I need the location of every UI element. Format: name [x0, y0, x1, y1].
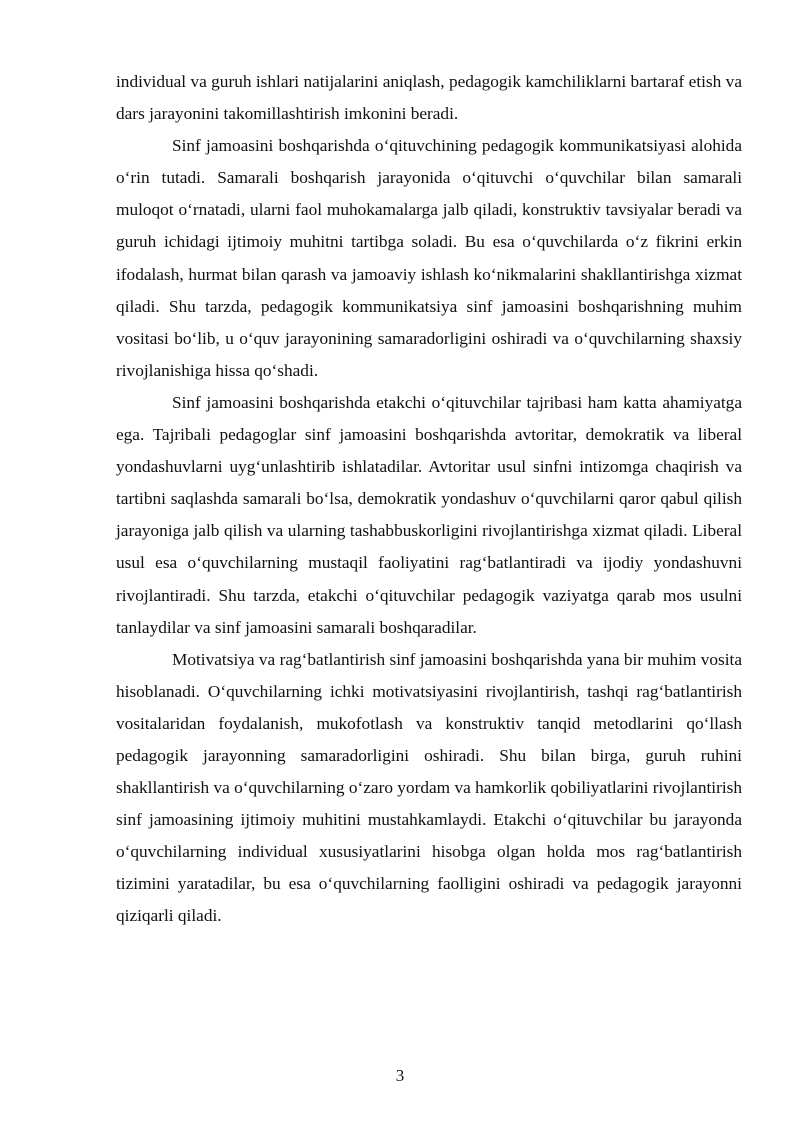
page-number: 3	[395, 1066, 405, 1085]
paragraph-leading-teachers-experience: Sinf jamoasini boshqarishda etakchi oʻqituvchilar tajribasi ham katta ahamiyatga ega. Tajribali pedagoglar sinf jamoasini boshqarishda avtoritar, demokratik va liberal yondashuvlarni uygʻunlashtirib ishlatadilar. Avtoritar usul sinfni intizomga chaqirish va tartibni saqlashda samarali boʻlsa, demokratik yondashuv oʻquvchilarni qaror qabul qilish jarayoniga jalb qilish va ularning tashabbuskorligini rivojlantirishga xizmat qiladi. Liberal usul esa oʻquvchilarning mustaqil faoliyatini ragʻbatlantiradi va ijodiy yondashuvni rivojlantiradi. Shu tarzda, etakchi oʻqituvchilar pedagogik vaziyatga qarab mos usulni tanlaydilar va sinf jamoasini samarali boshqaradilar.	[116, 392, 742, 637]
body-text	[116, 66, 742, 933]
paragraph-pedagogical-communication: Sinf jamoasini boshqarishda oʻqituvchining pedagogik kommunikatsiyasi alohida oʻrin tutadi. Samarali boshqarish jarayonida oʻqituvchi oʻquvchilar bilan samarali muloqot oʻrnatadi, ularni faol muhokamalarga jalb qiladi, konstruktiv tavsiyalar beradi va guruh ichidagi ijtimoiy muhitni tartibga soladi. Bu esa oʻquvchilarda oʻz fikrini erkin ifodalash, hurmat bilan qarash va jamoaviy ishlash koʻnikmalarini shakllantirishga xizmat qiladi. Shu tarzda, pedagogik kommunikatsiya sinf jamoasini boshqarishning muhim vositasi boʻlib, u oʻquv jarayonining samaradorligini oshiradi va oʻquvchilarning shaxsiy rivojlanishiga hissa qoʻshadi.	[116, 136, 742, 380]
paragraph-motivation: Motivatsiya va ragʻbatlantirish sinf jamoasini boshqarishda yana bir muhim vosita hisoblanadi. Oʻquvchilarning ichki motivatsiyasini rivojlantirish, tashqi ragʻbatlantirish vositalaridan foydalanish, mukofotlash va konstruktiv tanqid metodlarini qoʻllash pedagogik jarayonning samaradorligini oshiradi. Shu bilan birga, guruh ruhini shakllantirish va oʻquvchilarning oʻzaro yordam va hamkorlik qobiliyatlarini rivojlantirish sinf jamoasining ijtimoiy muhitini mustahkamlaydi. Etakchi oʻqituvchilar bu jarayonda oʻquvchilarning individual xususiyatlarini hisobga olgan holda mos ragʻbatlantirish tizimini yaratadilar, bu esa oʻquvchilarning faolligini oshiradi va pedagogik jarayonni qiziqarli qiladi.	[116, 649, 742, 926]
paragraph-continuation: individual va guruh ishlari natijalarini aniqlash, pedagogik kamchiliklarni bartaraf etish va dars jarayonini takomillashtirish imkonini beradi.	[116, 72, 742, 124]
